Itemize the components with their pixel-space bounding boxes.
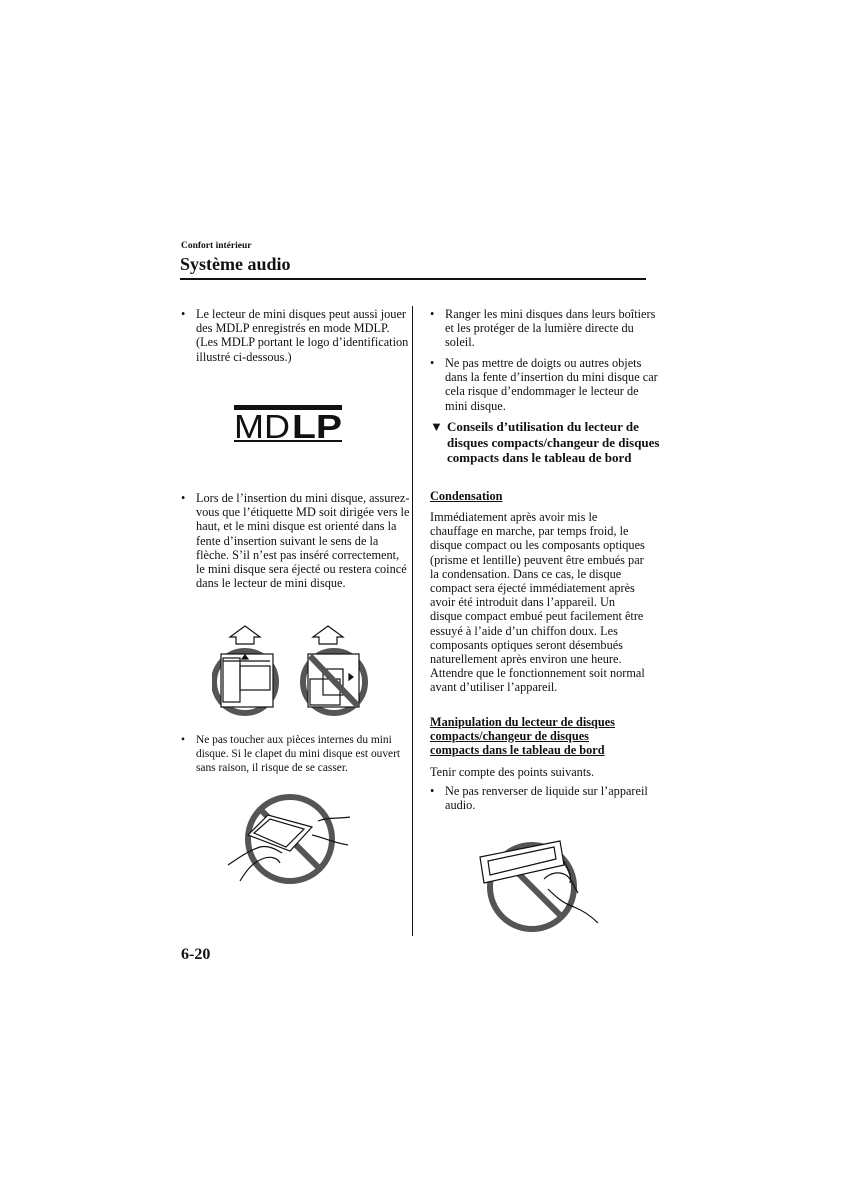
list-item <box>181 733 411 775</box>
bullet-glyph: • <box>430 784 435 798</box>
subheading-condensation: Condensation <box>430 489 503 503</box>
bullet-glyph: • <box>430 356 435 370</box>
mdlp-logo <box>232 404 344 449</box>
section-heading-text: Conseils d’utilisation du lecteur de disques compacts/changeur de disques compacts dans le tableau de bord <box>447 419 660 465</box>
paragraph-handling: Tenir compte des points suivants. <box>430 765 595 779</box>
no-liquid-illustration <box>474 831 600 946</box>
list-item-text: Lors de l’insertion du mini disque, assurez-vous que l’étiquette MD soit dirigée vers le haut, et le mini disque est orienté dans la fente d’insertion suivant le sens de la flèche. S’il n’est pas inséré correctement, le mini disque sera éjecté ou restera coincé dans le lecteur de mini disque. <box>196 491 410 591</box>
bullet-glyph: • <box>430 307 435 321</box>
list-item-text: Ne pas renverser de liquide sur l’appareil audio. <box>445 784 648 813</box>
list-item-text: Ne pas toucher aux pièces internes du mini disque. Si le clapet du mini disque est ouvert sans raison, il risque de se casser. <box>196 734 401 774</box>
minidisc-insertion-illustration <box>212 624 372 721</box>
page-title: Système audio <box>180 254 291 274</box>
triangle-icon: ▼ <box>430 419 443 434</box>
page-number: 6-20 <box>181 946 211 963</box>
section-label: Confort intérieur <box>181 241 252 251</box>
section-heading <box>430 419 667 466</box>
paragraph-condensation: Immédiatement après avoir mis le chauffage en marche, par temps froid, le disque compact ou les composants optiques (prisme et lentille) peuvent être embués par la condensation. Dans ce cas, le disque compact sera éjecté immédiatement après avoir été introduit dans l’appareil. Un disque compact embué peut facilement être essuyé à l’aide d’un chiffon doux. Les composants optiques seront désembués naturellement après environ une heure. Attendre que le fonctionnement soit normal avant d’utiliser l’appareil. <box>430 510 645 695</box>
list-item-text: Ranger les mini disques dans leurs boîtiers et les protéger de la lumière directe du soleil. <box>445 307 656 350</box>
subheading-handling: Manipulation du lecteur de disques compacts/changeur de disques compacts dans le tableau de bord <box>430 715 615 757</box>
svg-text:MD: MD <box>234 408 290 444</box>
bullet-glyph: • <box>181 734 185 746</box>
svg-text:LP: LP <box>292 408 342 444</box>
title-rule <box>180 278 646 280</box>
list-item <box>430 356 660 413</box>
list-item <box>430 784 660 812</box>
list-item <box>181 491 411 590</box>
list-item <box>430 307 660 350</box>
list-item-text: Ne pas mettre de doigts ou autres objets dans la fente d’insertion du mini disque car cela risque d’endommager le lecteur de mini disque. <box>445 356 658 413</box>
bullet-glyph: • <box>181 491 186 505</box>
do-not-touch-illustration <box>226 793 354 894</box>
column-divider <box>412 306 413 936</box>
list-item <box>181 307 411 364</box>
list-item-text: Le lecteur de mini disques peut aussi jouer des MDLP enregistrés en mode MDLP. (Les MDLP portant le logo d’identification illustré ci-dessous.) <box>196 307 409 364</box>
bullet-glyph: • <box>181 307 186 321</box>
